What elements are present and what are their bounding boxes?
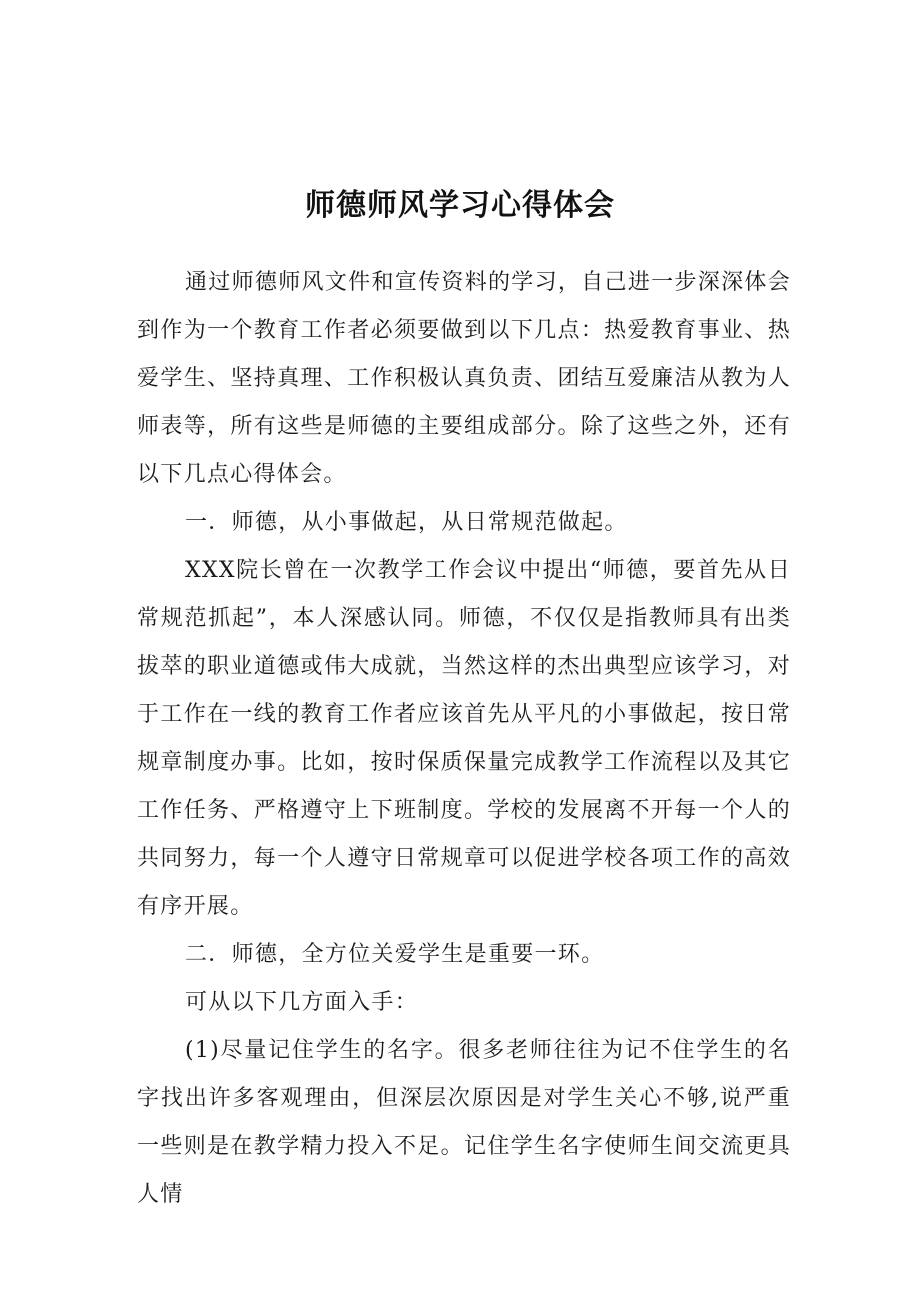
paragraph-section-2-intro: 可从以下几方面入手： [185,990,419,1015]
section-heading-1: 一．师德，从小事做起，从日常规范做起。 [185,510,628,535]
paragraph-intro: 通过师德师风文件和宣传资料的学习，自己进一步深深体会到作为一个教育工作者必须要做到以下几点：热爱教育事业、热爱学生、坚持真理、工作积极认真负责、团结互爱廉洁从教为人师表等，所有这些是师德的主要组成部分。除了这些之外，还有以下几点心得体会。 [137,270,791,487]
document-title: 师德师风学习心得体会 [305,188,615,224]
paragraph-section-1: XXX院长曾在一次教学工作会议中提出“师德，要首先从日常规范抓起”，本人深感认同。师德，不仅仅是指教师具有出类拔萃的职业道德或伟大成就，当然这样的杰出典型应该学习，对于工作在一线的教育工作者应该首先从平凡的小事做起，按日常规章制度办事。比如，按时保质保量完成教学工作流程以及其它工作任务、严格遵守上下班制度。学校的发展离不开每一个人的共同努力，每一个人遵守日常规章可以促进学校各项工作的高效有序开展。 [137,558,791,919]
paragraph-item-1: (1)尽量记住学生的名字。很多老师往往为记不住学生的名字找出许多客观理由，但深层次原因是对学生关心不够,说严重一些则是在教学精力投入不足。记住学生名字使师生间交流更具人情 [137,1038,791,1207]
section-heading-2: 二．师德，全方位关爱学生是重要一环。 [185,942,605,967]
document-body [137,259,791,1219]
